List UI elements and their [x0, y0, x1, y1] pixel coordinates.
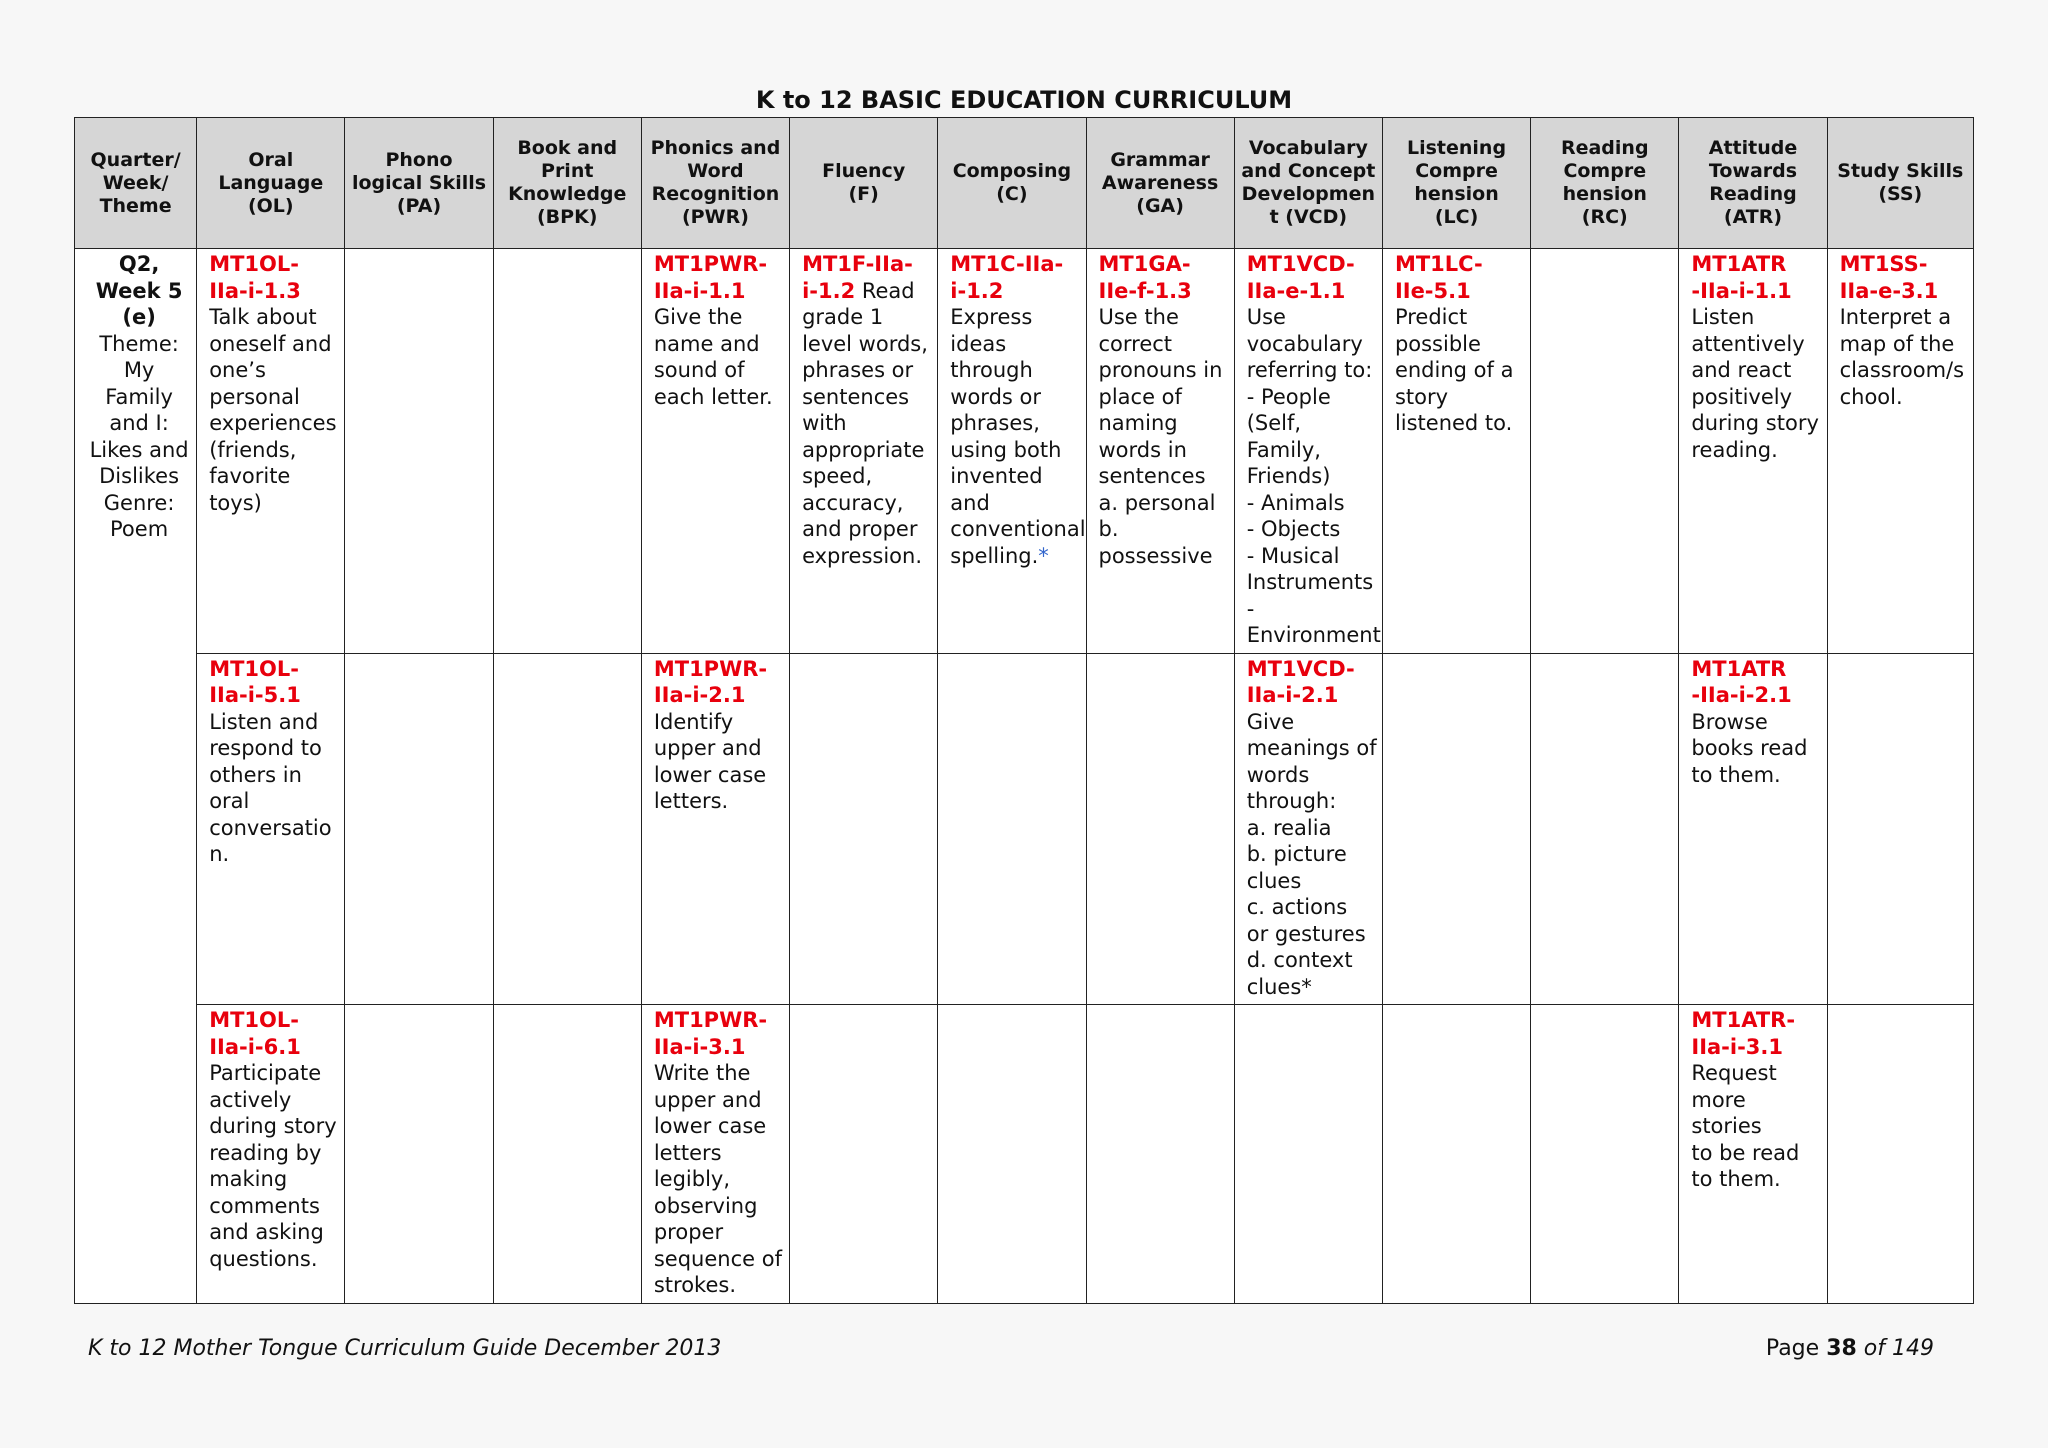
- competency-text-line: correct: [1098, 331, 1173, 356]
- competency-code: IIa-i-1.3: [209, 278, 301, 303]
- column-header-line: Oral: [248, 148, 294, 171]
- competency-text-line: c. actions: [1246, 895, 1348, 919]
- competency-code: MT1PWR-: [653, 252, 768, 276]
- competency-text-line: referring to:: [1246, 358, 1373, 382]
- competency-text-line: with: [802, 411, 847, 435]
- column-header: [641, 118, 789, 249]
- column-header-line: t (VCD): [1269, 206, 1348, 228]
- competency-text-line: n.: [209, 842, 230, 866]
- competency-text-line: -: [1246, 596, 1255, 621]
- competency-text-line: oral: [209, 789, 250, 813]
- competency-code: MT1PWR-: [653, 656, 768, 681]
- competency-text-line: map of the: [1839, 331, 1955, 356]
- competency-text-line: oneself and: [209, 331, 332, 356]
- competency-text-line: sound of: [653, 358, 745, 382]
- competency-code: IIa-i-2.1: [653, 683, 746, 707]
- column-header: [1382, 118, 1530, 249]
- reading-comprehension-cell: [1531, 249, 1679, 654]
- page-current: 38: [1826, 1336, 1857, 1361]
- column-header-line: (RC): [1581, 206, 1628, 228]
- competency-code: MT1OL-: [209, 252, 299, 276]
- competency-text-line: during story: [1691, 411, 1819, 435]
- column-header-line: (SS): [1878, 183, 1923, 205]
- grammar-awareness-cell: [1086, 249, 1234, 654]
- column-header-line: hension: [1414, 183, 1499, 205]
- competency-text-line: and proper: [802, 517, 918, 541]
- competency-code: MT1VCD-: [1246, 252, 1355, 276]
- competency-text-line: - People: [1246, 384, 1331, 409]
- footer-document-title: K to 12 Mother Tongue Curriculum Guide December 2013: [88, 1336, 722, 1361]
- table-row: [75, 249, 1974, 654]
- column-header: [197, 118, 345, 249]
- column-header-line: (C): [996, 183, 1028, 205]
- competency-code: -IIa-i-1.1: [1691, 278, 1792, 303]
- competency-text-line: listened to.: [1394, 411, 1513, 435]
- competency-text-line: story: [1394, 384, 1449, 409]
- competency-text-line: Listen and: [209, 709, 319, 734]
- competency-text-line: meanings of: [1246, 736, 1377, 760]
- column-header: [75, 118, 197, 249]
- competency-text-line: invented: [950, 464, 1043, 488]
- competency-code: IIa-i-3.1: [653, 1034, 746, 1059]
- competency-text-line: observing: [653, 1193, 758, 1218]
- column-header-line: Book and: [517, 137, 618, 159]
- column-header-line: Knowledge: [508, 183, 627, 205]
- oral-language-cell: [197, 1005, 345, 1304]
- column-header-line: Phonics and: [650, 137, 781, 159]
- competency-text: Read: [855, 278, 915, 303]
- composing-cell: [938, 653, 1086, 1005]
- competency-text-line: Give: [1246, 709, 1295, 734]
- attitude-towards-reading-cell: [1679, 1005, 1827, 1304]
- competency-text-line: sentences: [802, 384, 910, 409]
- competency-text-line: using both: [950, 437, 1062, 462]
- competency-code: IIa-e-3.1: [1839, 278, 1939, 303]
- column-header: [790, 118, 938, 249]
- competency-text-line: expression.: [802, 543, 923, 568]
- column-header-line: (F): [848, 183, 879, 205]
- competency-code: IIa-i-6.1: [209, 1034, 301, 1059]
- competency-text-line: Listen: [1691, 305, 1755, 329]
- competency-code: IIa-e-1.1: [1246, 278, 1346, 303]
- listening-comprehension-cell: [1382, 653, 1530, 1005]
- competency-text-line: proper: [653, 1220, 724, 1244]
- column-header: [1679, 118, 1827, 249]
- competency-code: MT1OL-: [209, 1008, 299, 1032]
- competency-text-line: sequence of: [653, 1246, 782, 1271]
- reading-comprehension-cell: [1531, 1005, 1679, 1304]
- reading-comprehension-cell: [1531, 653, 1679, 1005]
- competency-text-line: ending of a: [1394, 358, 1514, 382]
- column-header-line: Phono: [385, 148, 453, 171]
- competency-code: MT1ATR-: [1691, 1008, 1796, 1032]
- competency-text-line: books read: [1691, 736, 1808, 760]
- competency-text-line: Express: [950, 305, 1033, 329]
- column-header-line: Composing: [952, 160, 1072, 182]
- column-header-line: Theme: [99, 194, 172, 217]
- fluency-cell: [790, 1005, 938, 1304]
- competency-text-line: Identify: [653, 709, 734, 734]
- competency-text-line: a. realia: [1246, 815, 1332, 840]
- column-header-line: (PA): [396, 194, 442, 217]
- competency-text-line: Give the: [653, 305, 743, 329]
- competency-text-line: words in: [1098, 437, 1187, 462]
- phonological-skills-cell: [345, 249, 493, 654]
- competency-code: IIa-i-2.1: [1246, 683, 1339, 707]
- competency-code: -IIa-i-2.1: [1691, 683, 1792, 707]
- competency-text-line: grade 1: [802, 305, 884, 329]
- column-header: [493, 118, 641, 249]
- competency-text-line: reading by: [209, 1140, 322, 1165]
- column-header-line: (BPK): [536, 206, 598, 228]
- column-header: [345, 118, 493, 249]
- competency-text-line: lower case: [653, 762, 767, 787]
- competency-text-line: upper and: [653, 1087, 762, 1112]
- competency-code: i-1.2: [950, 278, 1004, 303]
- competency-text-line: one’s: [209, 358, 266, 382]
- competency-code: MT1LC-: [1394, 252, 1483, 276]
- column-header-line: Quarter/: [90, 148, 181, 171]
- grammar-awareness-cell: [1086, 1005, 1234, 1304]
- study-skills-cell: [1827, 249, 1973, 654]
- competency-text-line: a. personal: [1098, 490, 1216, 515]
- oral-language-cell: [197, 249, 345, 654]
- column-header: [1234, 118, 1382, 249]
- column-header-line: hension: [1562, 183, 1647, 205]
- competency-text-line: sentences: [1098, 464, 1206, 488]
- competency-text-line: possessive: [1098, 543, 1213, 568]
- competency-text-line: Use: [1246, 305, 1286, 329]
- competency-text-line: clues: [1246, 868, 1302, 893]
- competency-text-line: - Animals: [1246, 490, 1345, 515]
- competency-text-line: classroom/s: [1839, 358, 1965, 382]
- competency-text: [802, 304, 932, 569]
- competency-text-line: Use the: [1098, 305, 1179, 329]
- column-header-line: and Concept: [1241, 160, 1376, 182]
- competency-text: [950, 304, 1086, 543]
- column-header-line: Compre: [1415, 160, 1498, 182]
- study-skills-cell: [1827, 653, 1973, 1005]
- theme-label: Likes and: [89, 437, 189, 462]
- competency-text-line: - Musical: [1246, 543, 1340, 568]
- page-total: of 149: [1856, 1336, 1934, 1361]
- column-header-line: Week/: [102, 171, 169, 194]
- competency-text-line: reading.: [1691, 437, 1778, 462]
- composing-cell: [938, 249, 1086, 654]
- quarter-week-theme-cell: [75, 249, 197, 1304]
- column-header-line: Grammar: [1110, 148, 1210, 171]
- competency-text-line: appropriate: [802, 437, 925, 462]
- column-header-line: Word: [687, 160, 744, 182]
- book-print-knowledge-cell: [493, 1005, 641, 1304]
- competency-text-line: Participate: [209, 1061, 322, 1085]
- fluency-cell: [790, 653, 938, 1005]
- competency-text-line: actively: [209, 1087, 292, 1112]
- competency-text-line: Environment: [1246, 623, 1381, 647]
- phonological-skills-cell: [345, 653, 493, 1005]
- listening-comprehension-cell: [1382, 249, 1530, 654]
- competency-code: MT1VCD-: [1246, 656, 1355, 681]
- fluency-cell: [790, 249, 938, 654]
- competency-text-line: upper and: [653, 736, 762, 760]
- competency-text-line: lower case: [653, 1114, 767, 1138]
- competency-text-line: vocabulary: [1246, 331, 1363, 356]
- curriculum-table: [74, 117, 1974, 1304]
- competency-text-line: Browse: [1691, 709, 1768, 734]
- competency-text-line: Instruments: [1246, 570, 1374, 594]
- column-header-line: Listening: [1407, 137, 1507, 159]
- competency-text-line: respond to: [209, 736, 322, 760]
- attitude-towards-reading-cell: [1679, 653, 1827, 1005]
- competency-code: MT1GA-: [1098, 252, 1191, 276]
- competency-text-line: naming: [1098, 411, 1178, 435]
- column-header-line: Reading: [1560, 137, 1649, 159]
- theme-label: and I:: [109, 411, 169, 435]
- column-header: [1086, 118, 1234, 249]
- column-header-line: Towards: [1708, 160, 1798, 182]
- competency-text-line: letters: [653, 1140, 722, 1165]
- study-skills-cell: [1827, 1005, 1973, 1304]
- phonics-word-recognition-cell: [641, 249, 789, 654]
- competency-text-line: through:: [1246, 789, 1337, 813]
- competency-text-line: through: [950, 358, 1033, 382]
- oral-language-cell: [197, 653, 345, 1005]
- column-header-line: (LC): [1434, 206, 1479, 228]
- page-title: K to 12 BASIC EDUCATION CURRICULUM: [755, 86, 1293, 114]
- competency-text-line: more stories: [1691, 1087, 1762, 1138]
- competency-text-line: Predict: [1394, 305, 1468, 329]
- competency-text-line: others in: [209, 762, 302, 787]
- phonics-word-recognition-cell: [641, 1005, 789, 1304]
- competency-text-line: to them.: [1691, 762, 1781, 787]
- vocabulary-concept-cell: [1234, 653, 1382, 1005]
- book-print-knowledge-cell: [493, 653, 641, 1005]
- theme-label: My: [123, 358, 155, 382]
- column-header: [1827, 118, 1973, 249]
- column-header-line: Print: [541, 160, 594, 182]
- competency-text-line: legibly,: [653, 1167, 731, 1191]
- competency-code: MT1OL-: [209, 656, 299, 681]
- competency-text-line: and asking: [209, 1220, 324, 1244]
- theme-label: Genre:: [103, 490, 175, 515]
- column-header-line: Vocabulary: [1248, 137, 1368, 159]
- competency-text-line: strokes.: [653, 1273, 736, 1297]
- competency-text-line: comments: [209, 1193, 320, 1218]
- theme-label: Poem: [110, 517, 169, 541]
- competency-text-line: ideas: [950, 331, 1007, 356]
- competency-code: MT1ATR: [1691, 252, 1787, 276]
- competency-text-line: Interpret a: [1839, 305, 1952, 329]
- competency-text-line: accuracy,: [802, 490, 904, 515]
- competency-text-line: each letter.: [653, 384, 773, 409]
- quarter-week-label: (e): [122, 305, 156, 329]
- competency-code: MT1SS-: [1839, 252, 1928, 276]
- competency-text-line: conventional: [950, 517, 1086, 541]
- competency-text-line: place of: [1098, 384, 1182, 409]
- column-header-line: Recognition: [651, 183, 780, 205]
- competency-text-line: attentively: [1691, 331, 1805, 356]
- competency-text-line: favorite: [209, 464, 291, 488]
- column-header-line: Compre: [1563, 160, 1647, 182]
- column-header: [938, 118, 1086, 249]
- phonics-word-recognition-cell: [641, 653, 789, 1005]
- asterisk-mark: *: [1038, 543, 1049, 568]
- competency-code: MT1C-IIa-: [950, 252, 1064, 276]
- page-label: Page: [1765, 1336, 1827, 1361]
- column-header: [1531, 118, 1679, 249]
- competency-text-line: name and: [653, 331, 760, 356]
- phonological-skills-cell: [345, 1005, 493, 1304]
- competency-text-line: and react: [1691, 358, 1792, 382]
- competency-text-line: pronouns in: [1098, 358, 1223, 382]
- competency-text-line: Friends): [1246, 464, 1331, 488]
- column-header-line: (OL): [247, 194, 294, 217]
- competency-code: IIa-i-5.1: [209, 683, 301, 707]
- competency-text-line: Family,: [1246, 437, 1321, 462]
- competency-text-line: making: [209, 1167, 288, 1191]
- competency-text-line: words or: [950, 384, 1041, 409]
- competency-text-line: experiences: [209, 411, 337, 435]
- vocabulary-concept-cell: [1234, 1005, 1382, 1304]
- listening-comprehension-cell: [1382, 1005, 1530, 1304]
- footer-page-number: [1766, 1336, 1934, 1361]
- column-header-line: Awareness: [1101, 171, 1219, 194]
- competency-text-line: speed,: [802, 464, 873, 488]
- column-header-line: Developmen: [1241, 183, 1375, 205]
- column-header-line: Language: [218, 171, 324, 194]
- competency-text-line: and: [950, 490, 990, 515]
- competency-text-line: d. context: [1246, 948, 1353, 972]
- competency-text: spelling.: [950, 543, 1039, 568]
- competency-text-line: b. picture: [1246, 842, 1347, 866]
- competency-text-line: level words,: [802, 331, 928, 356]
- competency-text-line: positively: [1691, 384, 1793, 409]
- competency-text-line: phrases,: [950, 411, 1040, 435]
- book-print-knowledge-cell: [493, 249, 641, 654]
- competency-text-line: words: [1246, 762, 1310, 787]
- column-header-line: Study Skills: [1837, 160, 1964, 182]
- grammar-awareness-cell: [1086, 653, 1234, 1005]
- table-row: [75, 1005, 1974, 1304]
- competency-text-line: to be read: [1691, 1140, 1800, 1165]
- competency-text-line: questions.: [209, 1246, 318, 1271]
- competency-text-line: b.: [1098, 517, 1119, 541]
- quarter-week-label: Q2,: [118, 252, 160, 276]
- competency-text-line: Request: [1691, 1061, 1777, 1085]
- column-header-line: (ATR): [1723, 206, 1783, 228]
- competency-text-line: to them.: [1691, 1167, 1781, 1191]
- attitude-towards-reading-cell: [1679, 249, 1827, 654]
- competency-code: MT1F-IIa-: [802, 252, 913, 276]
- competency-text-line: toys): [209, 490, 262, 515]
- competency-text-line: conversatio: [209, 815, 332, 840]
- competency-text-line: chool.: [1839, 384, 1903, 409]
- composing-cell: [938, 1005, 1086, 1304]
- competency-text-line: personal: [209, 384, 300, 409]
- competency-code: IIa-i-1.1: [653, 278, 746, 303]
- competency-code: IIe-f-1.3: [1098, 278, 1192, 303]
- competency-code: MT1PWR-: [653, 1008, 768, 1032]
- competency-text-line: Talk about: [209, 305, 317, 329]
- competency-code: MT1ATR: [1691, 656, 1787, 681]
- column-header-line: (GA): [1136, 194, 1184, 217]
- column-header-line: (PWR): [682, 206, 749, 228]
- column-header-line: Attitude: [1708, 137, 1798, 159]
- column-header-line: Fluency: [822, 160, 906, 182]
- column-header-line: logical Skills: [351, 171, 487, 194]
- competency-text-line: (Self,: [1246, 411, 1302, 435]
- theme-label: Dislikes: [99, 464, 180, 488]
- table-row: [75, 653, 1974, 1005]
- competency-text-line: clues*: [1246, 974, 1312, 999]
- competency-text-line: phrases or: [802, 358, 914, 382]
- competency-text-line: or gestures: [1246, 921, 1366, 946]
- competency-text-line: letters.: [653, 789, 729, 813]
- competency-text-line: during story: [209, 1114, 337, 1138]
- column-header-line: Reading: [1709, 183, 1797, 205]
- competency-code: IIe-5.1: [1394, 278, 1471, 303]
- vocabulary-concept-cell: [1234, 249, 1382, 654]
- competency-code: i-1.2: [802, 278, 856, 303]
- competency-text-line: possible: [1394, 331, 1481, 356]
- theme-label: Family: [105, 384, 173, 409]
- header-row: [75, 118, 1974, 249]
- competency-text-line: Write the: [653, 1061, 751, 1085]
- quarter-week-label: Week 5: [95, 278, 183, 303]
- theme-label: Theme:: [99, 331, 179, 356]
- competency-text-line: - Objects: [1246, 517, 1341, 541]
- competency-code: IIa-i-3.1: [1691, 1034, 1784, 1059]
- competency-text-line: (friends,: [209, 437, 297, 462]
